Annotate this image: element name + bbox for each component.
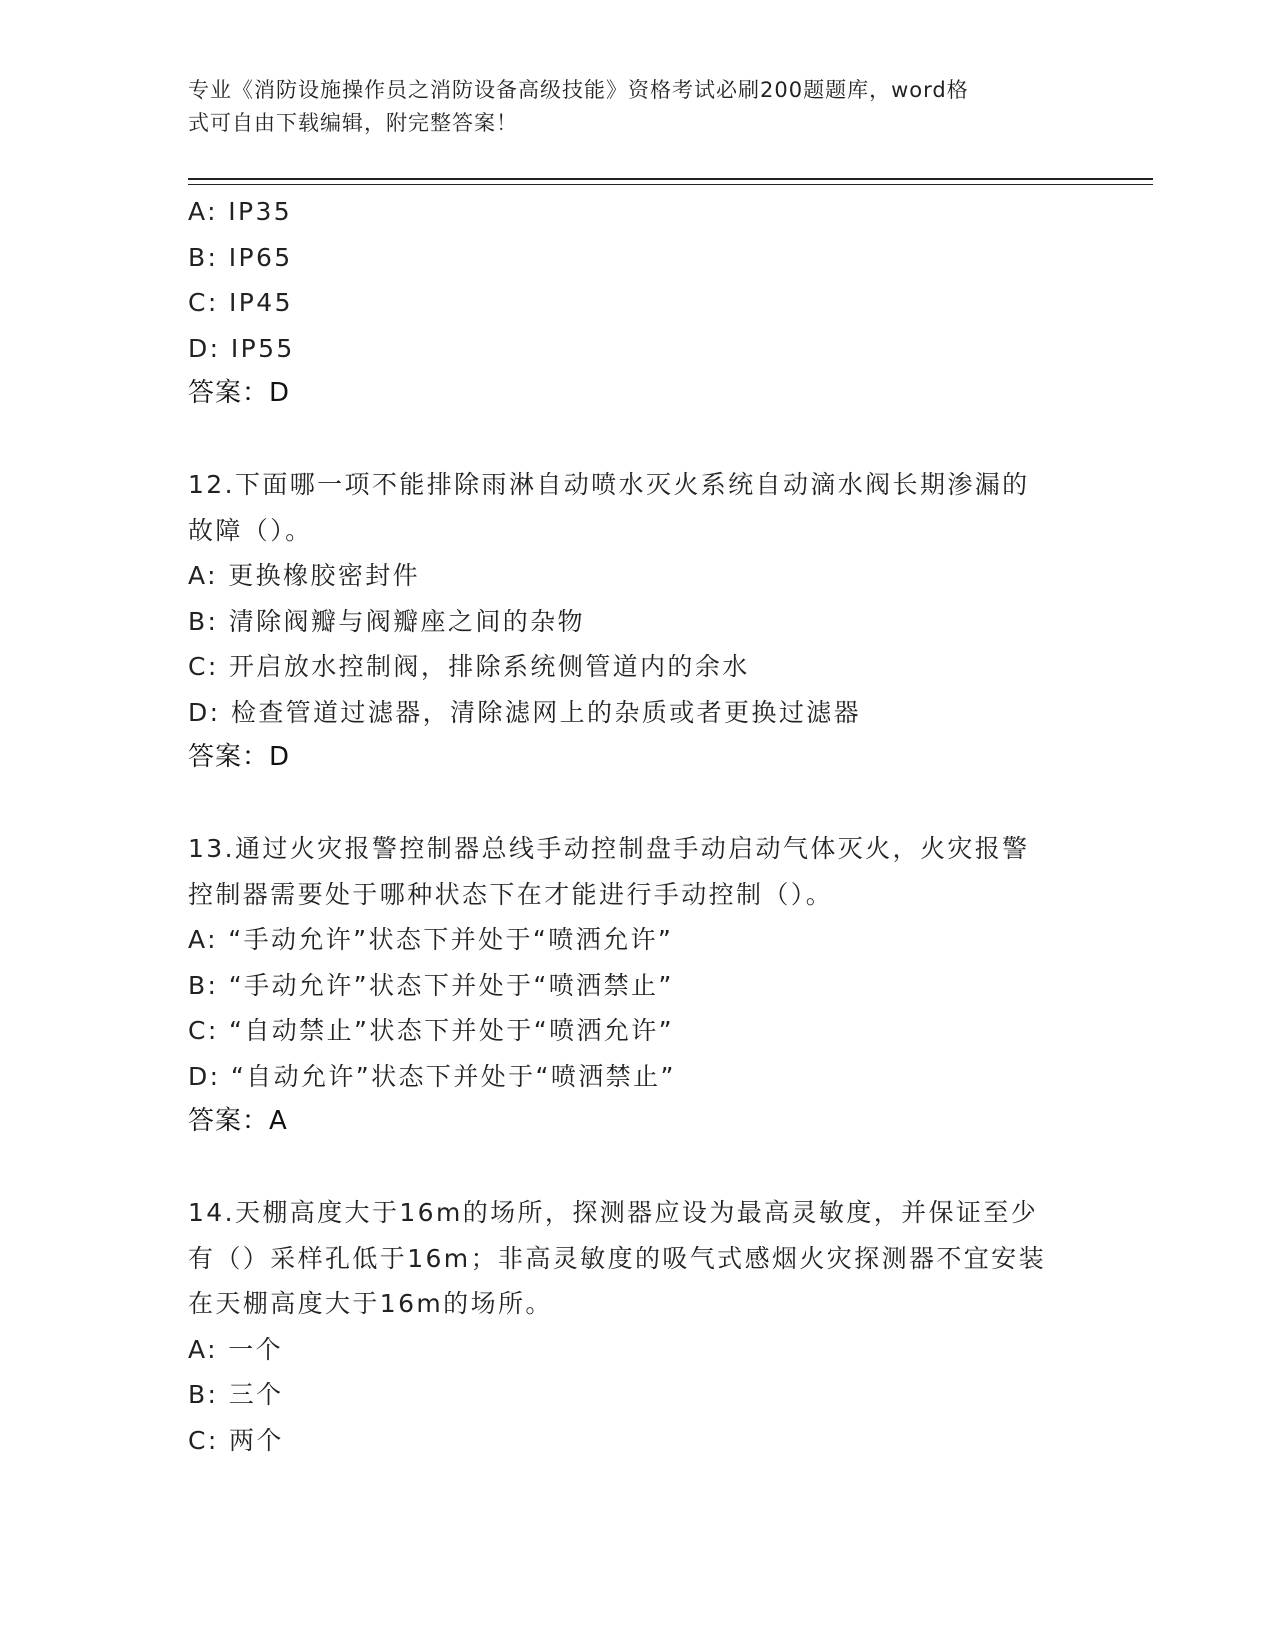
option-c: C: “自动禁止”状态下并处于“喷洒允许” (188, 1016, 675, 1045)
option-a: A: 更换橡胶密封件 (188, 561, 421, 590)
option-c: C: 开启放水控制阀，排除系统侧管道内的余水 (188, 652, 750, 681)
option-d: D: IP55 (188, 333, 295, 363)
question-11 (188, 189, 1088, 417)
header-rule-thick (188, 178, 1153, 180)
option-d: D: “自动允许”状态下并处于“喷洒禁止” (188, 1061, 676, 1091)
option-b: B: 三个 (188, 1380, 284, 1409)
question-list (188, 189, 1088, 1463)
option-d: D: 检查管道过滤器，清除滤网上的杂质或者更换过滤器 (188, 697, 862, 727)
header-line-1: 专业《消防设施操作员之消防设备高级技能》资格考试必刷200题题库，word格 (188, 78, 969, 102)
answer-label: 答案：D (188, 378, 291, 408)
header-rule-thin (188, 184, 1153, 185)
question-stem-line: 14.天棚高度大于16m的场所，探测器应设为最高灵敏度，并保证至少 (188, 1198, 1039, 1227)
option-c: C: 两个 (188, 1425, 284, 1455)
option-b: B: 清除阀瓣与阀瓣座之间的杂物 (188, 606, 585, 636)
question-stem-line: 在天棚高度大于16m的场所。 (188, 1289, 553, 1318)
answer-label: 答案：A (188, 1106, 288, 1136)
spacer (188, 417, 1088, 463)
question-13 (188, 826, 1088, 1145)
option-b: B: “手动允许”状态下并处于“喷洒禁止” (188, 970, 674, 1000)
spacer (188, 781, 1088, 827)
question-stem-line: 故障（）。 (188, 515, 313, 545)
header-line-2: 式可自由下载编辑，附完整答案！ (188, 111, 518, 135)
question-14 (188, 1190, 1088, 1463)
question-stem-line: 有（）采样孔低于16m；非高灵敏度的吸气式感烟火灾探测器不宜安装 (188, 1243, 1046, 1273)
question-12 (188, 462, 1088, 781)
option-c: C: IP45 (188, 288, 293, 317)
option-a: A: “手动允许”状态下并处于“喷洒允许” (188, 925, 674, 954)
option-b: B: IP65 (188, 242, 293, 272)
question-stem-line: 12.下面哪一项不能排除雨淋自动喷水灭火系统自动滴水阀长期渗漏的 (188, 470, 1030, 499)
option-a: A: 一个 (188, 1334, 284, 1364)
document-header (188, 74, 1068, 140)
spacer (188, 1145, 1088, 1191)
question-stem-line: 13.通过火灾报警控制器总线手动控制盘手动启动气体灭火，火灾报警 (188, 834, 1030, 863)
question-stem-line: 控制器需要处于哪种状态下在才能进行手动控制（）。 (188, 879, 834, 909)
option-a: A: IP35 (188, 197, 293, 226)
answer-label: 答案：D (188, 742, 291, 772)
